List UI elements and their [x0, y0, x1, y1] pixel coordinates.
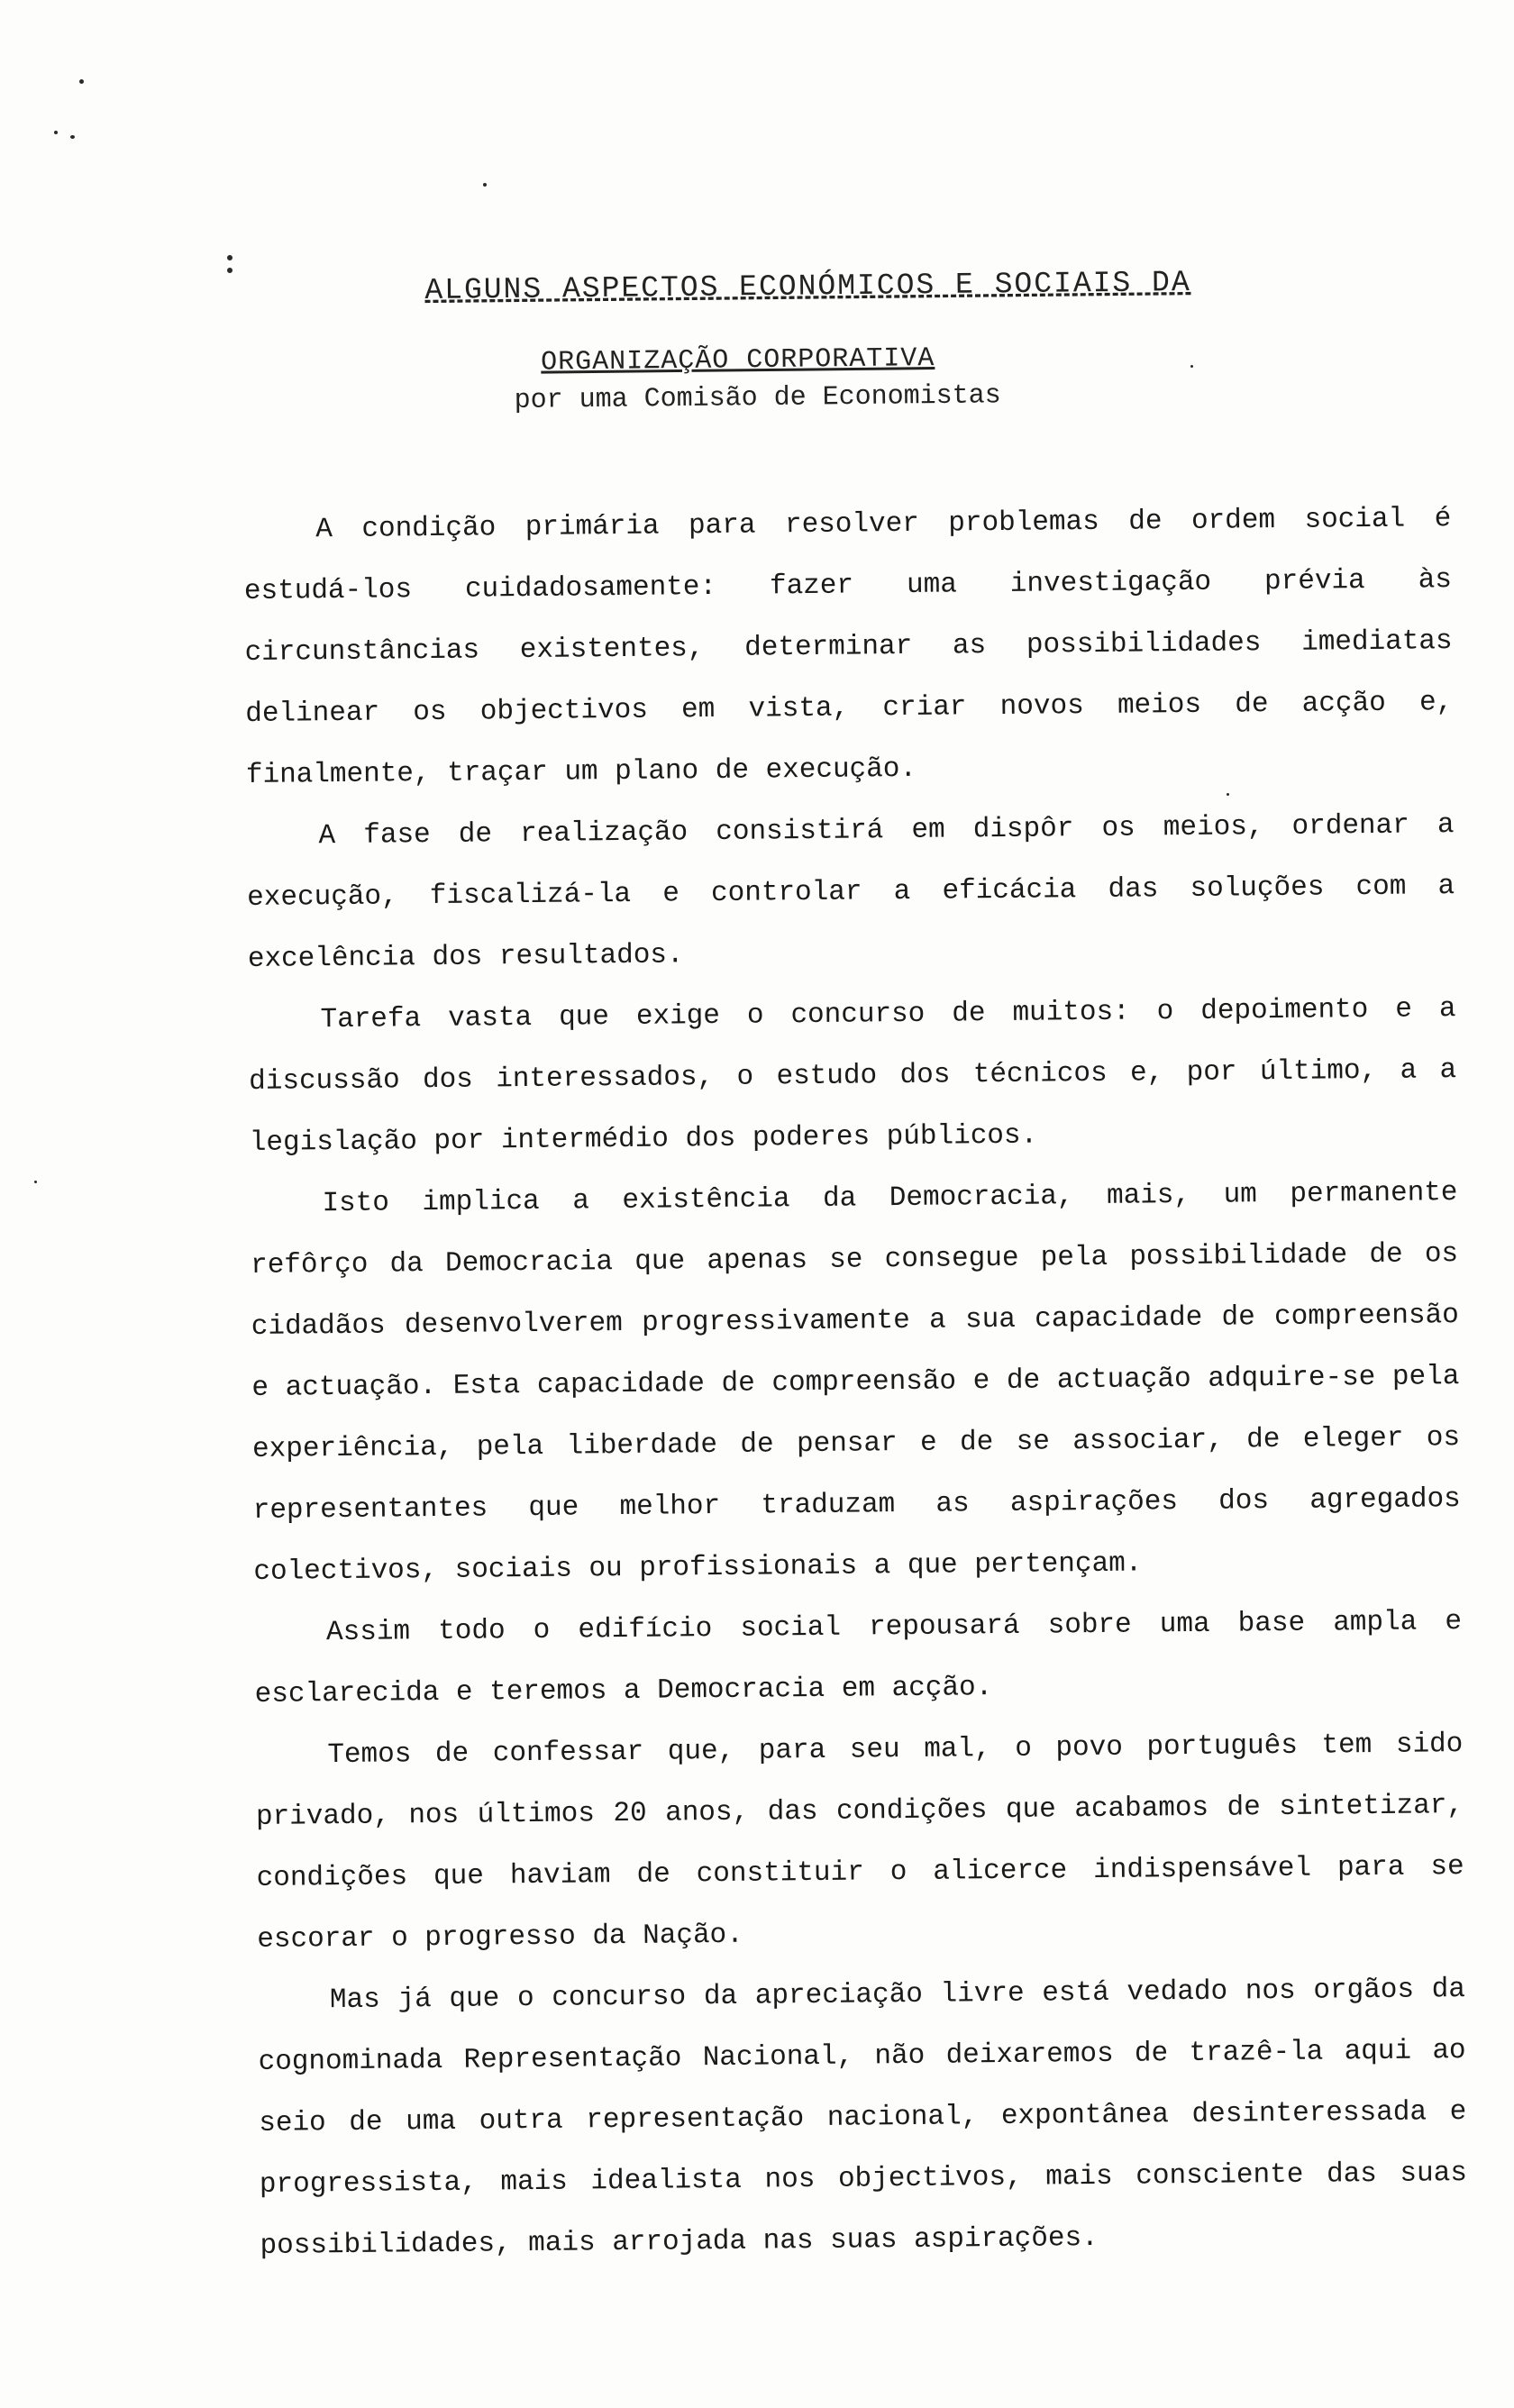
- scan-speck: [54, 131, 58, 134]
- scan-speck: [34, 1181, 37, 1183]
- scan-speck: [70, 135, 75, 139]
- document-body: [243, 488, 1468, 2277]
- paragraph: Assim todo o edifício social repousará sobre uma base ampla e esclarecida e teremos a Democracia em acção.: [254, 1606, 1463, 1710]
- document-title-block: [360, 266, 1191, 417]
- scan-speck: [483, 183, 487, 187]
- paragraph: Mas já que o concurso da apreciação livre está vedado nos orgãos da cognominada Representação Nacional, não deixaremos de trazê-la aqui ao seio de uma outra representação nacional, expontânea desinteressada e progressista, mais idealista nos objectivos, mais consciente das suas possibilidades, mais arrojada nas suas aspirações.: [258, 1974, 1468, 2262]
- paragraph: A fase de realização consistirá em dispôr os meios, ordenar a execução, fiscalizá-la e controlar a eficácia das soluções com a excelência dos resultados.: [247, 809, 1455, 975]
- document-title: ALGUNS ASPECTOS ECONÓMICOS E SOCIAIS DA: [424, 266, 1191, 307]
- paragraph: Temos de confessar que, para seu mal, o povo português tem sido privado, nos últimos 20 anos, das condições que acabamos de sintetizar, condições que haviam de constituir o alicerce indispensável para se escorar o progresso da Nação.: [255, 1728, 1464, 1956]
- paragraph: A condição primária para resolver problemas de ordem social é estudá-los cuidadosamente: fazer uma investigação prévia às circunstâncias existentes, determinar as possibilidades imediatas delinear os objectivos em vista, criar novos meios de acção e, finalmente, traçar um plano de execução.: [243, 503, 1454, 791]
- scan-speck: [79, 79, 84, 84]
- paragraph: Isto implica a existência da Democracia, mais, um permanente refôrço da Democracia que apenas se consegue pela possibilidade de os cidadãos desenvolverem progressivamente a sua capacidade de compreensão e actuação. Esta capacidade de compreensão e de actuação adquire-se pela experiência, pela liberdade de pensar e de se associar, de eleger os representantes que melhor traduzam as aspirações dos agregados colectivos, sociais ou profissionais a que pertençam.: [250, 1177, 1461, 1588]
- paragraph: Tarefa vasta que exige o concurso de muitos: o depoimento e a discussão dos interessados, o estudo dos técnicos e, por último, a a legislação por intermédio dos poderes públicos.: [249, 993, 1457, 1159]
- scan-speck: [227, 268, 233, 273]
- document-subtitle: por uma Comisão de Economistas: [514, 380, 1001, 416]
- scan-speck: [1190, 365, 1193, 368]
- scan-speck: [227, 255, 233, 260]
- document-title-second-line: ORGANIZAÇÃO CORPORATIVA: [541, 343, 935, 379]
